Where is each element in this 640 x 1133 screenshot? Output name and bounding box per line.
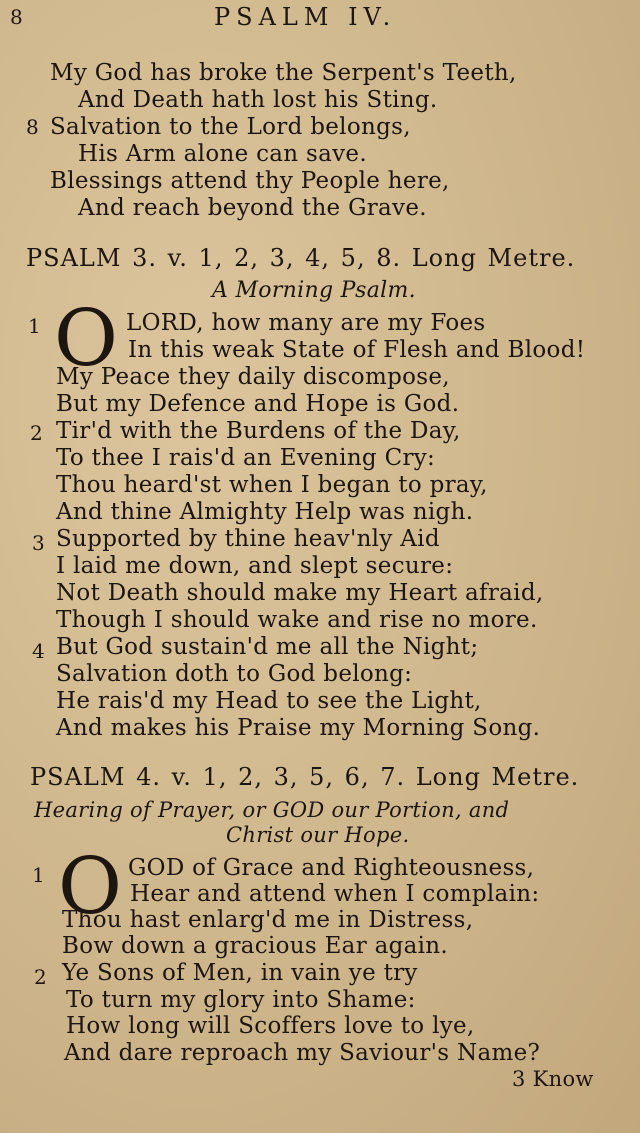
verse-line: Not Death should make my Heart afraid,: [56, 580, 544, 606]
verse-line: I laid me down, and slept secure:: [56, 553, 454, 579]
verse-line: And Death hath lost his Sting.: [78, 87, 438, 113]
verse-number: 8: [26, 115, 39, 139]
verse-line: GOD of Grace and Righteousness,: [128, 855, 535, 881]
verse-line: My Peace they daily discompose,: [56, 364, 450, 390]
psalm-heading: PSALM 4. v. 1, 2, 3, 5, 6, 7. Long Metre.: [30, 763, 580, 791]
drop-cap: O: [54, 294, 118, 384]
verse-line: And reach beyond the Grave.: [78, 195, 427, 221]
verse-line: Supported by thine heav'nly Aid: [56, 526, 440, 552]
verse-line: How long will Scoffers love to lye,: [66, 1013, 475, 1039]
verse-line: To turn my glory into Shame:: [66, 987, 416, 1013]
verse-line: And makes his Praise my Morning Song.: [56, 715, 541, 741]
verse-line: Though I should wake and rise no more.: [56, 607, 538, 633]
verse-number: 2: [34, 965, 47, 989]
verse-line: Ye Sons of Men, in vain ye try: [62, 960, 418, 986]
verse-line: But my Defence and Hope is God.: [56, 391, 460, 417]
verse-line: And dare reproach my Saviour's Name?: [64, 1040, 541, 1066]
verse-line: And thine Almighty Help was nigh.: [56, 499, 474, 525]
verse-line: Thou hast enlarg'd me in Distress,: [62, 907, 474, 933]
verse-line: In this weak State of Flesh and Blood!: [128, 337, 586, 363]
verse-line: To thee I rais'd an Evening Cry:: [56, 445, 436, 471]
verse-line: Tir'd with the Burdens of the Day,: [56, 418, 461, 444]
psalm-subtitle: Christ our Hope.: [226, 823, 410, 847]
page-number: 8: [10, 5, 24, 29]
verse-line: LORD, how many are my Foes: [126, 310, 486, 336]
verse-line: Thou heard'st when I began to pray,: [56, 472, 488, 498]
verse-line: But God sustain'd me all the Night;: [56, 634, 479, 660]
verse-number: 1: [28, 314, 41, 338]
verse-line: Salvation doth to God belong:: [56, 661, 413, 687]
drop-cap: O: [58, 842, 122, 932]
verse-line: Hear and attend when I complain:: [130, 881, 540, 907]
verse-line: My God has broke the Serpent's Teeth,: [50, 60, 517, 86]
verse-number: 3: [32, 531, 45, 555]
psalm-heading: PSALM 3. v. 1, 2, 3, 4, 5, 8. Long Metre.: [26, 244, 576, 272]
psalm-subtitle: A Morning Psalm.: [212, 278, 416, 303]
catchword: 3 Know: [512, 1067, 594, 1091]
verse-line: Blessings attend thy People here,: [50, 168, 450, 194]
verse-number: 4: [32, 639, 45, 663]
psalm-subtitle: Hearing of Prayer, or GOD our Portion, and: [34, 798, 510, 822]
running-head: PSALM IV.: [214, 3, 397, 31]
verse-line: Salvation to the Lord belongs,: [50, 114, 411, 140]
verse-number: 1: [32, 863, 45, 887]
verse-line: He rais'd my Head to see the Light,: [56, 688, 482, 714]
verse-line: Bow down a gracious Ear again.: [62, 933, 449, 959]
verse-number: 2: [30, 421, 43, 445]
verse-line: His Arm alone can save.: [78, 141, 367, 167]
